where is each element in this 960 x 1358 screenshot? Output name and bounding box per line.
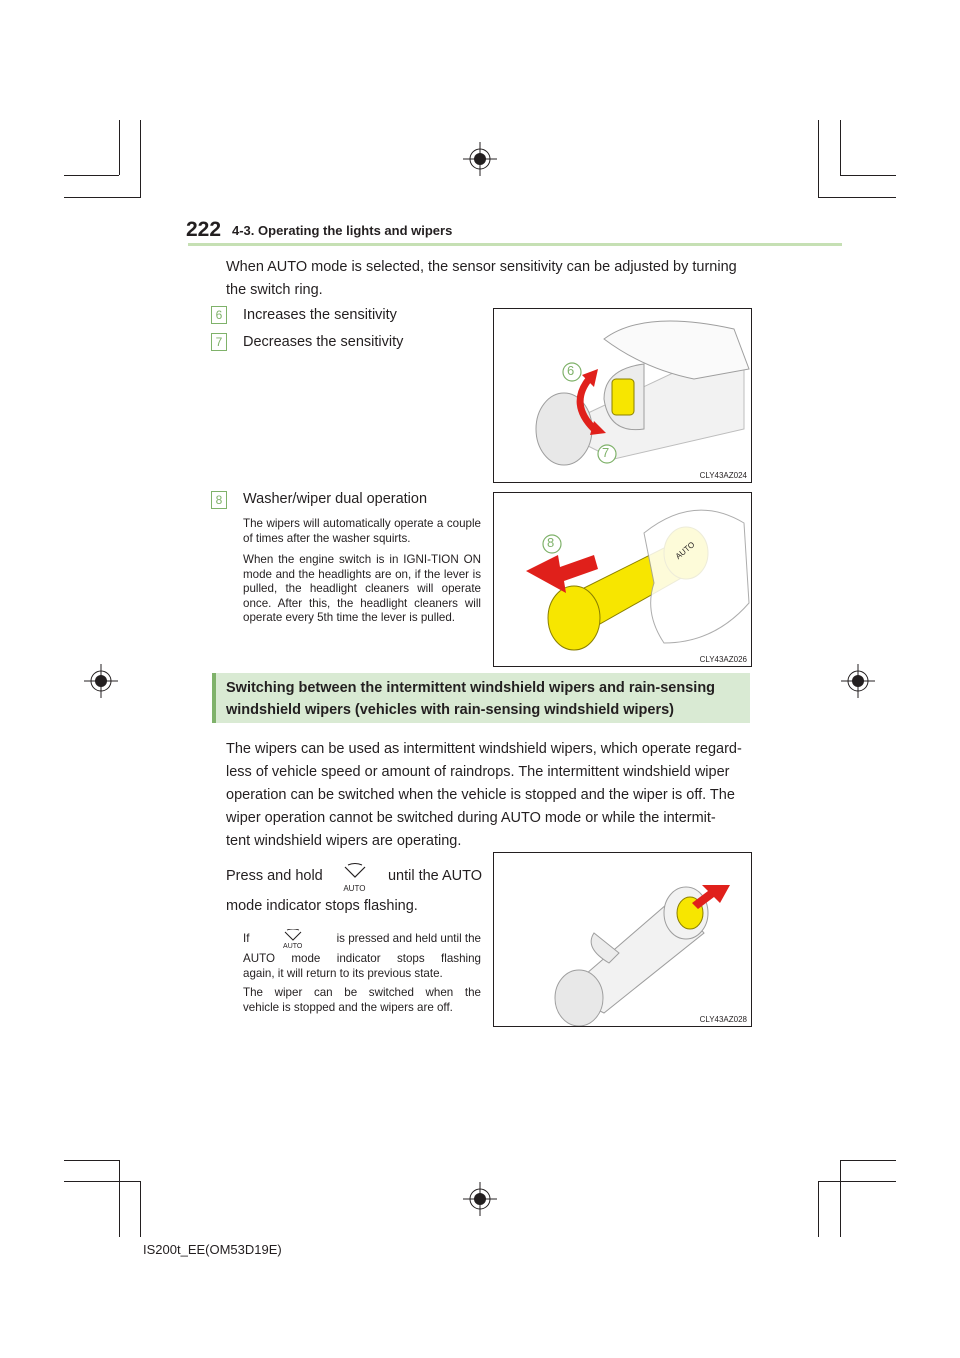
page-number: 222	[186, 218, 222, 241]
paragraph-line: The wipers can be used as intermittent windshield wipers, which operate regard-	[226, 741, 742, 757]
intro-line: When AUTO mode is selected, the sensor sensitivity can be adjusted by turning	[226, 259, 737, 275]
note-text: The wiper can be switched when the	[243, 986, 481, 999]
washer-lever-illustration	[494, 493, 751, 666]
note-text: is pressed and held until the	[336, 931, 481, 945]
figure-code: CLY43AZ026	[699, 655, 747, 664]
note-text: vehicle is stopped and the wipers are off.	[243, 1000, 453, 1014]
auto-wiper-icon	[338, 863, 372, 893]
auto-icon-label: AUTO	[343, 884, 366, 893]
heading-line: Switching between the intermittent windshield wipers and rain-sensing	[226, 680, 716, 696]
press-text: mode indicator stops flashing.	[226, 898, 418, 914]
header-rule	[188, 243, 842, 246]
note-text: again, it will return to its previous state.	[243, 966, 443, 980]
item-number-badge: 7	[211, 333, 227, 351]
press-text: until the AUTO	[387, 867, 482, 884]
auto-button-illustration	[494, 853, 751, 1026]
paragraph-line: tent windshield wipers are operating.	[226, 833, 462, 849]
paragraph-line: less of vehicle speed or amount of raindrops. The intermittent windshield wiper	[226, 764, 730, 780]
headlight-cleaner-note: When the engine switch is in IGNI-TION ON mode and the headlights are on, if the lever is pulled, the headlight cleaners will operate once. After this, the headlight cleaners will operate every 5th time the lever is pulled.	[243, 553, 481, 624]
press-and-hold-instruction	[226, 863, 482, 918]
registration-mark-icon	[463, 142, 497, 176]
paragraph-line: wiper operation cannot be switched during AUTO mode or while the intermit-	[226, 810, 716, 826]
intro-paragraph	[226, 256, 756, 302]
registration-mark-icon	[463, 1182, 497, 1216]
auto-icon-label: AUTO	[283, 943, 303, 950]
figure-washer-operation	[493, 492, 752, 667]
washer-label: Washer/wiper dual operation	[243, 491, 428, 507]
sensitivity-increase-label: Increases the sensitivity	[243, 307, 397, 323]
paragraph-line: operation can be switched when the vehicle is stopped and the wiper is off. The	[226, 787, 735, 803]
callout-6: 6	[567, 363, 575, 378]
registration-mark-icon	[841, 664, 875, 698]
heading-line: windshield wipers (vehicles with rain-sensing windshield wipers)	[226, 702, 674, 718]
callout-7: 7	[602, 445, 610, 460]
switching-paragraph	[226, 738, 756, 853]
wiper-ring-illustration	[494, 309, 751, 482]
section-title: 4-3. Operating the lights and wipers	[232, 223, 453, 238]
figure-auto-button	[493, 852, 752, 1027]
note-text: AUTO mode indicator stops flashing	[243, 952, 481, 965]
section-heading	[212, 673, 750, 723]
figure-code: CLY43AZ028	[699, 1015, 747, 1024]
item-number-badge: 6	[211, 306, 227, 324]
figure-code: CLY43AZ024	[699, 471, 747, 480]
figure-sensitivity-ring	[493, 308, 752, 483]
note-text: If	[243, 931, 250, 945]
washer-note: The wipers will automatically operate a couple of times after the washer squirts.	[243, 517, 481, 545]
item-number-badge: 8	[211, 491, 227, 509]
registration-mark-icon	[84, 664, 118, 698]
auto-knob-label: AUTO	[673, 539, 697, 562]
intro-line: the switch ring.	[226, 282, 323, 298]
document-code: IS200t_EE(OM53D19E)	[143, 1242, 282, 1257]
auto-wiper-icon	[279, 929, 307, 949]
sensitivity-decrease-label: Decreases the sensitivity	[243, 334, 404, 350]
press-text: Press and hold	[226, 867, 323, 884]
callout-8: 8	[547, 535, 555, 550]
revert-note	[243, 929, 481, 1015]
